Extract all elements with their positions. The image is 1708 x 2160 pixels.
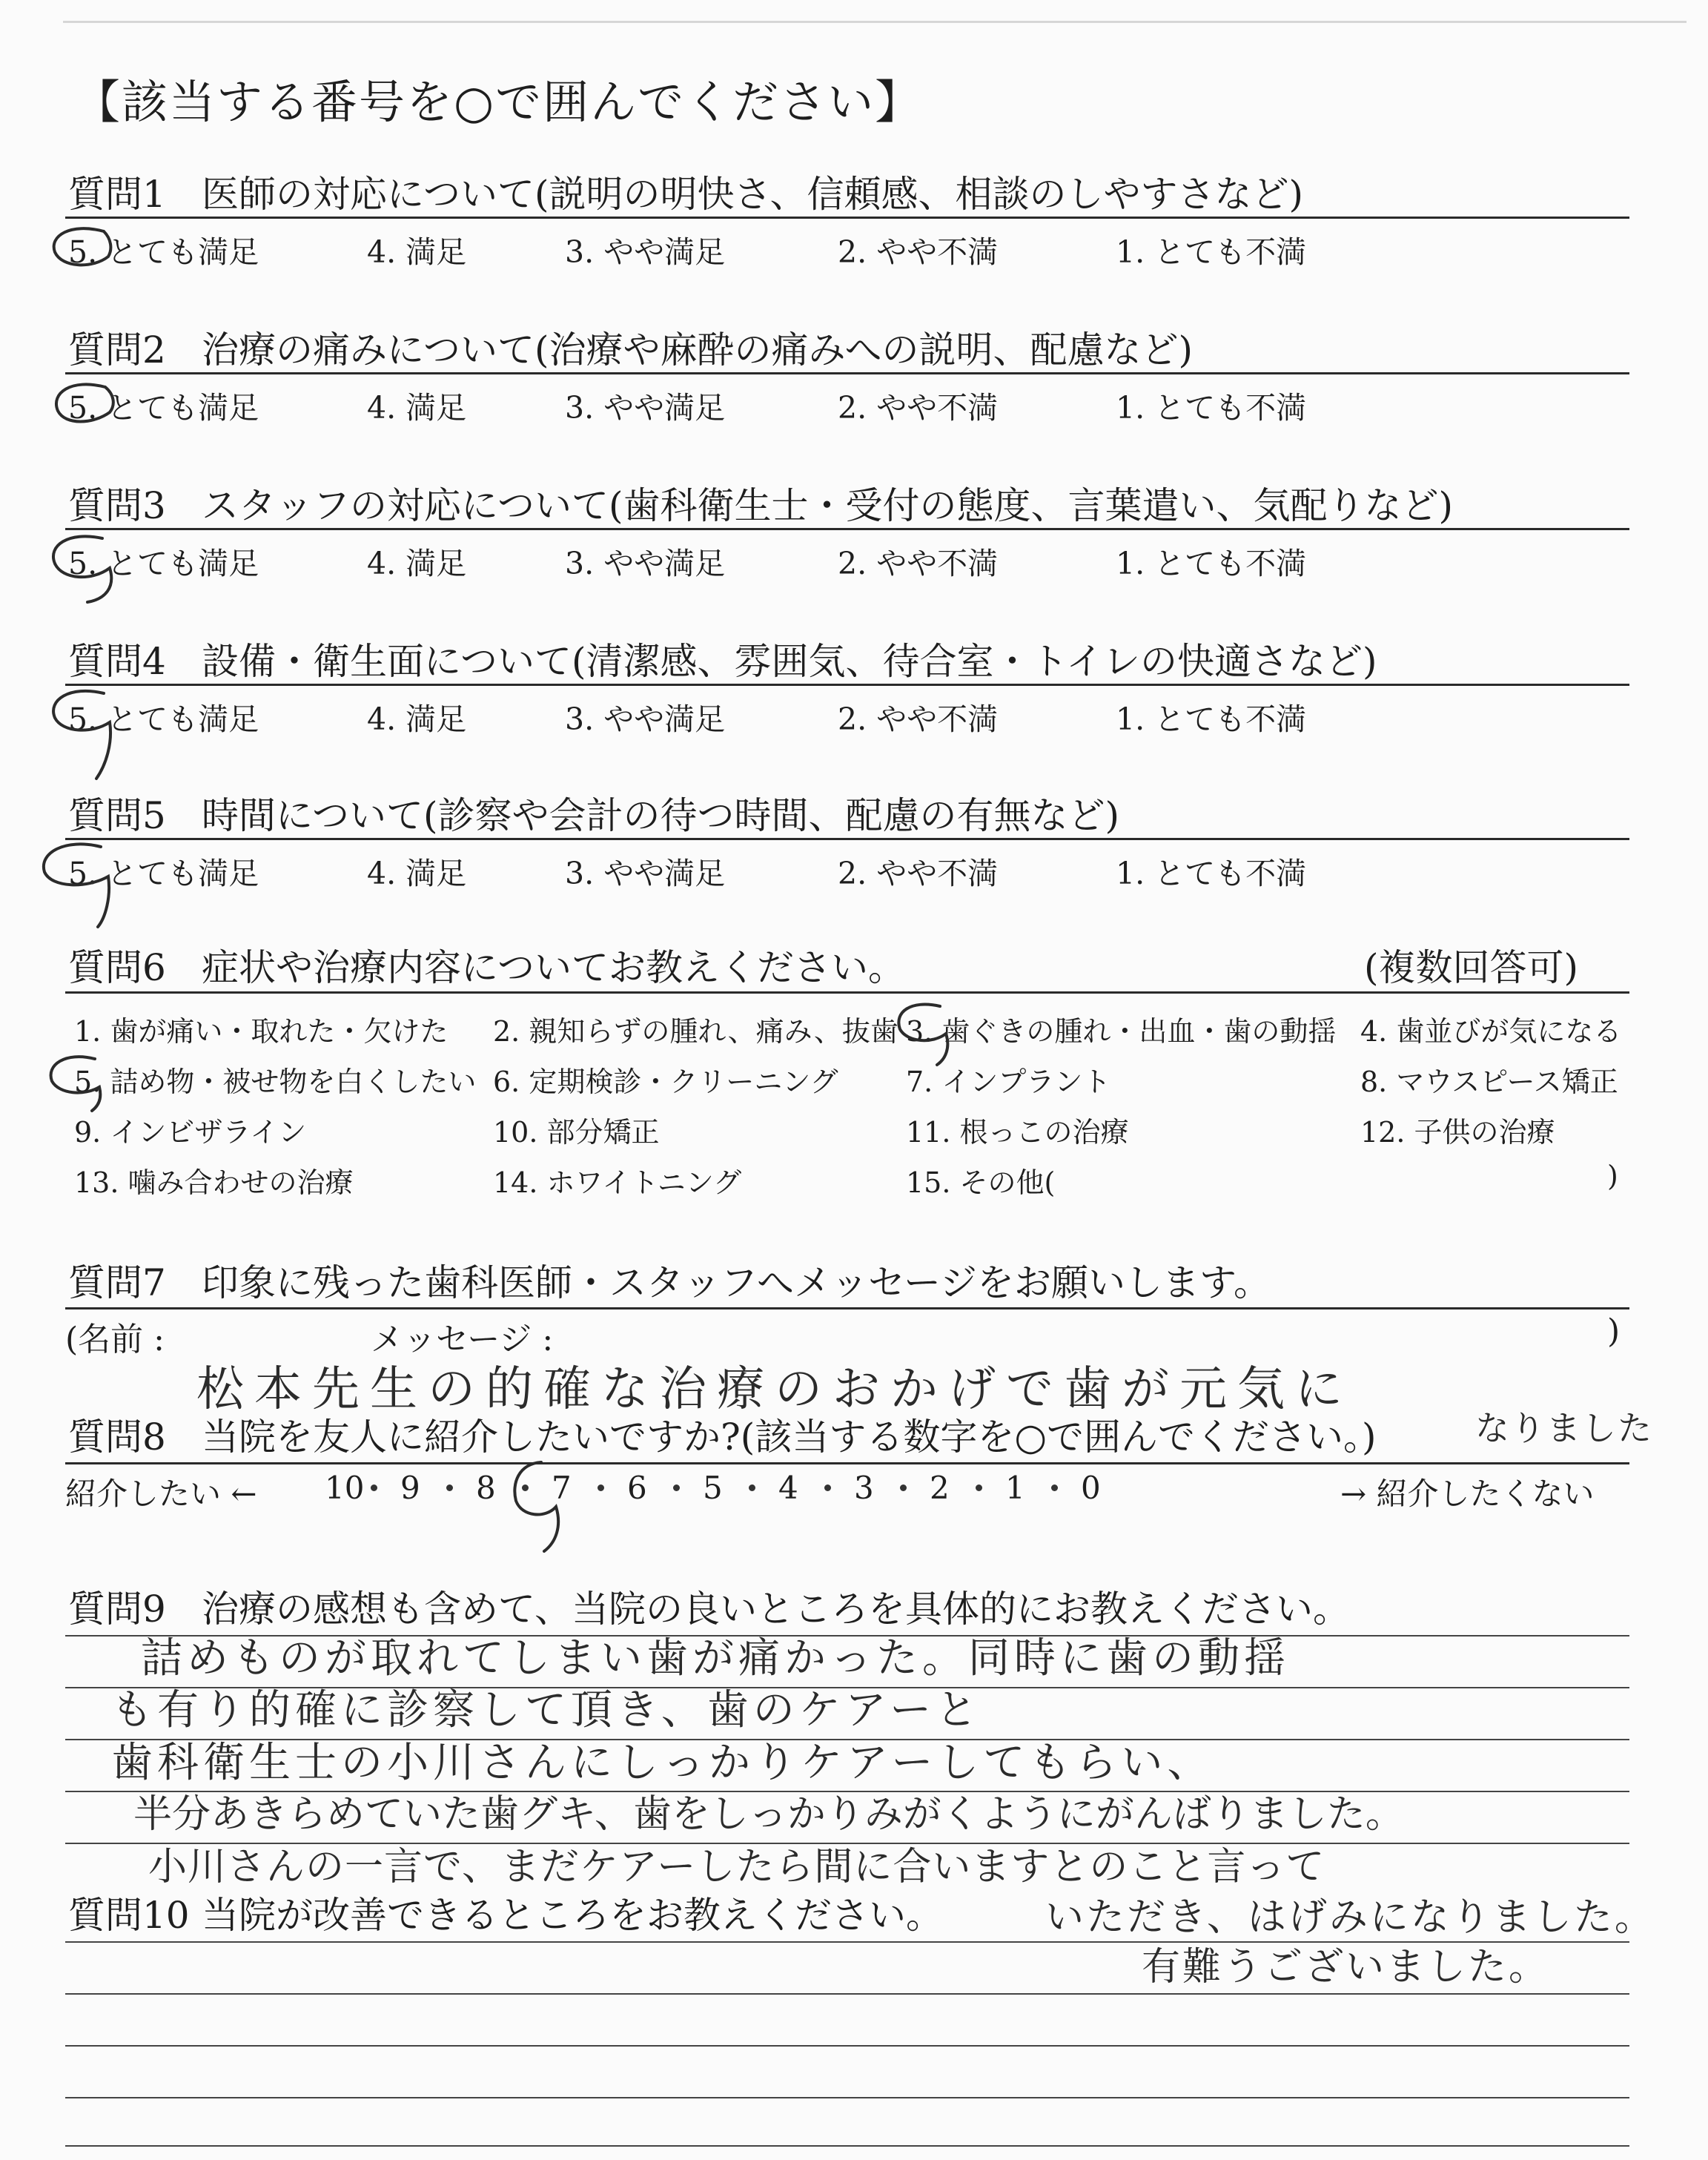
q6-option-11[interactable]: 11. 根っこの治療 [906, 1116, 1129, 1149]
q9-handwritten-1: 詰めものが取れてしまい歯が痛かった。同時に歯の動揺 [141, 1634, 1290, 1682]
q1-rule [65, 217, 1629, 219]
q6-other-close-paren: ) [1607, 1160, 1618, 1192]
q1-text: 医師の対応について(説明の明快さ、信頼感、相談のしやすさなど) [202, 173, 1304, 216]
q8-scale-9[interactable]: 9 [400, 1470, 420, 1506]
q3-rule [65, 528, 1629, 530]
q6-option-6[interactable]: 6. 定期検診・クリーニング [493, 1066, 838, 1098]
q4-number: 質問4 [68, 640, 166, 683]
q8-scale-1[interactable]: 1 [1005, 1470, 1025, 1506]
q7-close-paren: ) [1607, 1312, 1621, 1350]
q9-text: 治療の感想も含めて、当院の良いところを具体的にお教えください。 [202, 1588, 1350, 1631]
q2-rule [65, 372, 1629, 374]
q6-option-15[interactable]: 15. その他( [906, 1166, 1056, 1199]
q7-number: 質問7 [68, 1261, 166, 1304]
q3-option-4[interactable]: 4. 満足 [367, 546, 467, 581]
q6-option-5[interactable]: 5. 詰め物・被せ物を白くしたい [74, 1066, 477, 1098]
q5-text: 時間について(診察や会計の待つ時間、配慮の有無など) [202, 794, 1120, 837]
q6-option-7[interactable]: 7. インプラント [906, 1066, 1111, 1098]
q8-scale-separator [976, 1484, 982, 1491]
q7-handwritten-message: 松本先生の的確な治療のおかげで歯が元気に [196, 1362, 1353, 1417]
q10-line-2 [65, 1993, 1629, 1995]
q5-option-5[interactable]: 5. とても満足 [68, 856, 259, 891]
q7-message-label: メッセージ : [371, 1321, 554, 1358]
q1-option-3[interactable]: 3. やや満足 [565, 234, 726, 270]
q8-scale-7[interactable]: 7 [552, 1470, 572, 1506]
top-border [63, 21, 1687, 23]
q1-option-2[interactable]: 2. やや不満 [838, 234, 999, 270]
q4-text: 設備・衛生面について(清潔感、雰囲気、待合室・トイレの快適さなど) [202, 640, 1377, 683]
q9-handwritten-4: 半分あきらめていた歯グキ、歯をしっかりみがくようにがんばりました。 [133, 1792, 1404, 1837]
q5-option-4[interactable]: 4. 満足 [367, 856, 467, 891]
q3-option-5[interactable]: 5. とても満足 [68, 546, 259, 581]
q9-handwritten-2: も有り的確に診察して頂き、歯のケアーと [111, 1686, 982, 1734]
q1-option-5[interactable]: 5. とても満足 [68, 234, 259, 270]
q8-scale-separator [673, 1484, 680, 1491]
q8-scale-8[interactable]: 8 [476, 1470, 496, 1506]
q8-scale-separator [522, 1484, 529, 1491]
q10-line-4 [65, 2097, 1629, 2098]
q5-option-1[interactable]: 1. とても不満 [1116, 856, 1307, 891]
q8-scale-separator [900, 1484, 907, 1491]
q8-number: 質問8 [68, 1416, 166, 1459]
q8-left-label: 紹介したい ← [65, 1476, 257, 1512]
q6-option-10[interactable]: 10. 部分矯正 [493, 1116, 660, 1149]
q8-scale-separator [1051, 1484, 1058, 1491]
q8-scale-separator [749, 1484, 755, 1491]
q2-option-5[interactable]: 5. とても満足 [68, 390, 259, 426]
q8-right-label: → 紹介したくない [1340, 1476, 1595, 1512]
q2-option-3[interactable]: 3. やや満足 [565, 390, 726, 426]
q8-scale-0[interactable]: 0 [1081, 1470, 1101, 1506]
q6-note: (複数回答可) [1364, 946, 1579, 989]
q10-number: 質問10 [68, 1894, 190, 1937]
q3-text: スタッフの対応について(歯科衛生士・受付の態度、言葉遣い、気配りなど) [202, 484, 1454, 527]
page-title: 【該当する番号を○で囲んでください】 [74, 75, 923, 129]
q3-option-3[interactable]: 3. やや満足 [565, 546, 726, 581]
q9-number: 質問9 [68, 1588, 166, 1631]
q6-option-13[interactable]: 13. 噛み合わせの治療 [74, 1166, 354, 1199]
q6-option-3[interactable]: 3. 歯ぐきの腫れ・出血・歯の動揺 [906, 1015, 1337, 1048]
q10-line-5 [65, 2145, 1629, 2147]
q6-text: 症状や治療内容についてお教えください。 [202, 946, 905, 989]
q5-option-3[interactable]: 3. やや満足 [565, 856, 726, 891]
q6-option-12[interactable]: 12. 子供の治療 [1360, 1116, 1555, 1149]
q8-text: 当院を友人に紹介したいですか?(該当する数字を○で囲んでください。) [202, 1416, 1377, 1459]
q8-rule [65, 1462, 1629, 1464]
q10-text: 当院が改善できるところをお教えください。 [202, 1894, 943, 1937]
q8-scale-6[interactable]: 6 [627, 1470, 647, 1506]
q3-option-1[interactable]: 1. とても不満 [1116, 546, 1307, 581]
q2-option-4[interactable]: 4. 満足 [367, 390, 467, 426]
q6-option-4[interactable]: 4. 歯並びが気になる [1360, 1015, 1622, 1048]
q8-scale-separator [446, 1484, 453, 1491]
q6-option-1[interactable]: 1. 歯が痛い・取れた・欠けた [74, 1015, 448, 1048]
q2-option-2[interactable]: 2. やや不満 [838, 390, 999, 426]
q3-option-2[interactable]: 2. やや不満 [838, 546, 999, 581]
q9-handwritten-3: 歯科衛生士の小川さんにしっかりケアーしてもらい、 [111, 1739, 1214, 1787]
q6-number: 質問6 [68, 946, 166, 989]
q6-option-8[interactable]: 8. マウスピース矯正 [1360, 1066, 1618, 1098]
q5-option-2[interactable]: 2. やや不満 [838, 856, 999, 891]
q4-option-2[interactable]: 2. やや不満 [838, 701, 999, 737]
q8-scale-5[interactable]: 5 [703, 1470, 723, 1506]
q1-number: 質問1 [68, 173, 166, 216]
q5-rule [65, 838, 1629, 840]
q5-number: 質問5 [68, 794, 166, 837]
q8-scale-separator [598, 1484, 604, 1491]
q7-handwritten-continued: なりました [1475, 1408, 1653, 1448]
q7-rule [65, 1307, 1629, 1309]
q1-option-4[interactable]: 4. 満足 [367, 234, 467, 270]
q1-option-1[interactable]: 1. とても不満 [1116, 234, 1307, 270]
q9-handwritten-7: 有難うございました。 [1142, 1945, 1550, 1989]
q7-name-label: (名前 : [65, 1321, 165, 1358]
q4-option-3[interactable]: 3. やや満足 [565, 701, 726, 737]
q4-option-4[interactable]: 4. 満足 [367, 701, 467, 737]
q6-option-9[interactable]: 9. インビザライン [74, 1116, 307, 1149]
q6-option-2[interactable]: 2. 親知らずの腫れ、痛み、抜歯 [493, 1015, 898, 1048]
q8-scale-separator [371, 1484, 377, 1491]
q8-scale-3[interactable]: 3 [854, 1470, 874, 1506]
q2-number: 質問2 [68, 328, 166, 371]
q8-scale-separator [824, 1484, 831, 1491]
q3-number: 質問3 [68, 484, 166, 527]
q8-scale-4[interactable]: 4 [778, 1470, 798, 1506]
q4-option-1[interactable]: 1. とても不満 [1116, 701, 1307, 737]
q10-line-3 [65, 2045, 1629, 2047]
q6-option-14[interactable]: 14. ホワイトニング [493, 1166, 742, 1199]
q9-handwritten-6: いただき、はげみになりました。 [1045, 1895, 1655, 1940]
q4-option-5[interactable]: 5. とても満足 [68, 701, 259, 737]
q4-rule [65, 684, 1629, 686]
q9-handwritten-5: 小川さんの一言で、まだケアーしたら間に合いますとのこと言って [148, 1845, 1325, 1889]
q8-scale-10[interactable]: 10 [325, 1470, 365, 1506]
q6-rule [65, 991, 1629, 994]
q2-option-1[interactable]: 1. とても不満 [1116, 390, 1307, 426]
q7-text: 印象に残った歯科医師・スタッフへメッセージをお願いします。 [202, 1261, 1271, 1304]
q2-text: 治療の痛みについて(治療や麻酔の痛みへの説明、配慮など) [202, 328, 1194, 371]
q8-scale-2[interactable]: 2 [930, 1470, 950, 1506]
